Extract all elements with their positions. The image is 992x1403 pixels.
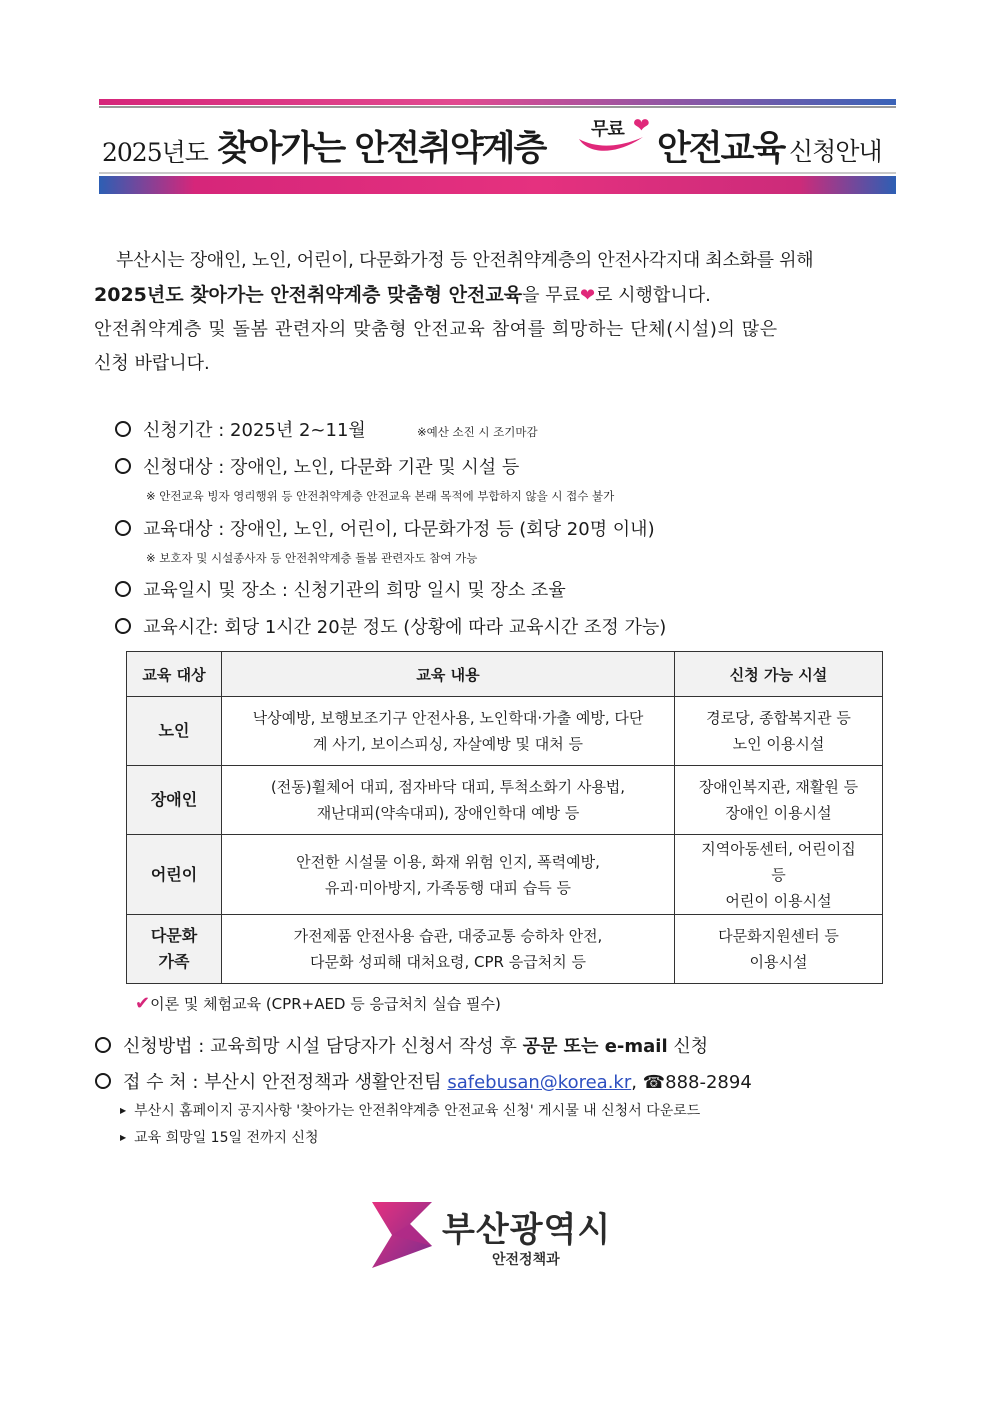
- header-facility: 신청 가능 시설: [675, 652, 883, 697]
- bullet-text: 교육대상 : 장애인, 노인, 어린이, 다문화가정 등 (회당 20명 이내): [143, 519, 655, 540]
- banner-divider-bottom: [99, 172, 896, 174]
- table-row: [127, 915, 883, 984]
- header-target: 교육 대상: [127, 652, 222, 697]
- bullet-text: 교육일시 및 장소 : 신청기관의 희망 일시 및 장소 조율: [143, 580, 566, 601]
- bullet-edu-target: [115, 515, 655, 541]
- circle-bullet-icon: [95, 1073, 111, 1089]
- apply-method-bold: 공문 또는 e-mail: [522, 1036, 668, 1057]
- practice-note: [135, 993, 501, 1014]
- bullet-target: [115, 453, 519, 479]
- title-year: 2025년도: [102, 138, 208, 167]
- banner-top-bar: [99, 99, 896, 105]
- row-content: [222, 766, 675, 835]
- content-line: 낙상예방, 보행보조기구 안전사용, 노인학대·가출 예방, 다단: [252, 709, 644, 727]
- circle-bullet-icon: [115, 421, 131, 437]
- heart-icon: ❤: [633, 113, 650, 137]
- facility-line: 장애인복지관, 재활원 등: [698, 778, 859, 796]
- title-suffix: 신청안내: [789, 137, 882, 166]
- title-banner: [99, 99, 896, 194]
- sub-note-text: 부산시 홈페이지 공지사항 '찾아가는 안전취약계층 안전교육 신청' 게시물 내 신청서 다운로드: [134, 1103, 701, 1119]
- triangle-bullet-icon: ▶: [120, 1133, 127, 1142]
- table-row: [127, 835, 883, 915]
- facility-line: 다문화지원센터 등: [718, 927, 839, 945]
- education-table: [126, 651, 883, 984]
- busan-logo-mark-icon: [370, 1200, 435, 1270]
- checkmark-icon: ✔: [135, 993, 151, 1014]
- target-note: ※ 안전교육 빙자 영리행위 등 안전취약계층 안전교육 본래 목적에 부합하지 않을 시 접수 불가: [146, 489, 615, 503]
- row-target: [127, 915, 222, 984]
- phone-text: , ☎888-2894: [631, 1072, 752, 1093]
- facility-line: 장애인 이용시설: [725, 804, 832, 822]
- page-title: [99, 113, 896, 171]
- content-line: 다문화 성피해 대처요령, CPR 응급처치 등: [310, 953, 586, 971]
- intro-line-2: [94, 278, 897, 313]
- row-target: 어린이: [127, 835, 222, 915]
- banner-bottom-bar: [99, 176, 896, 194]
- apply-contact: [95, 1068, 752, 1094]
- content-line: 안전한 시설물 이용, 화재 위험 인지, 폭력예방,: [296, 852, 600, 871]
- triangle-bullet-icon: ▶: [120, 1106, 127, 1115]
- row-target: 노인: [127, 697, 222, 766]
- facility-line: 어린이 이용시설: [725, 891, 832, 910]
- row-facility: [675, 697, 883, 766]
- circle-bullet-icon: [115, 581, 131, 597]
- row-facility: [675, 835, 883, 915]
- row-content: [222, 697, 675, 766]
- email-link[interactable]: safebusan@korea.kr: [447, 1072, 632, 1093]
- title-main: 찾아가는 안전취약계층: [217, 129, 546, 169]
- header-content: 교육 내용: [222, 652, 675, 697]
- facility-line: 지역아동센터, 어린이집: [701, 839, 856, 858]
- period-note: ※예산 소진 시 조기마감: [417, 425, 538, 439]
- heart-icon: ❤: [579, 285, 596, 306]
- row-target: 장애인: [127, 766, 222, 835]
- facility-line: 이용시설: [749, 953, 808, 971]
- intro-highlight: 2025년도 찾아가는 안전취약계층 맞춤형 안전교육: [94, 284, 523, 306]
- content-line: 재난대피(약속대피), 장애인학대 예방 등: [316, 804, 580, 822]
- target-line: 다문화: [150, 926, 198, 945]
- sub-note-deadline: [120, 1127, 319, 1147]
- apply-method-text: 신청방법 : 교육희망 시설 담당자가 신청서 작성 후: [123, 1036, 523, 1057]
- bullet-duration: [115, 613, 666, 639]
- intro-line-4: 신청 바랍니다.: [94, 353, 210, 374]
- contact-text: 접 수 처 : 부산시 안전정책과 생활안전팀: [123, 1072, 448, 1093]
- intro-free-text: 을 무료: [522, 285, 580, 306]
- bullet-text: 교육시간: 회당 1시간 20분 정도 (상황에 따라 교육시간 조정 가능): [143, 617, 667, 638]
- facility-line: 경로당, 종합복지관 등: [706, 709, 851, 727]
- row-facility: [675, 915, 883, 984]
- title-edu: 안전교육: [657, 129, 785, 169]
- table-header-row: [127, 652, 883, 697]
- content-line: (전동)휠체어 대피, 점자바닥 대피, 투척소화기 사용법,: [270, 778, 626, 796]
- bullet-text: 신청기간 : 2025년 2~11월: [143, 420, 366, 441]
- bullet-datetime: [115, 576, 566, 602]
- circle-bullet-icon: [115, 618, 131, 634]
- practice-note-text: 이론 및 체험교육 (CPR+AED 등 응급처치 실습 필수): [150, 995, 501, 1013]
- busan-logo: [370, 1200, 630, 1275]
- free-badge: [577, 113, 655, 165]
- circle-bullet-icon: [115, 458, 131, 474]
- intro-line-1: 부산시는 장애인, 노인, 어린이, 다문화가정 등 안전취약계층의 안전사각지대 최소화를 위해: [116, 250, 814, 271]
- banner-divider: [99, 106, 896, 108]
- logo-dept-name: 안전정책과: [492, 1252, 560, 1268]
- content-line: 계 사기, 보이스피싱, 자살예방 및 대처 등: [313, 735, 583, 753]
- circle-bullet-icon: [115, 520, 131, 536]
- intro-line-3: 안전취약계층 및 돌봄 관련자의 맞춤형 안전교육 참여를 희망하는 단체(시설)의 많은: [94, 319, 778, 340]
- facility-line: 등: [771, 865, 786, 884]
- sub-note-download: [120, 1100, 700, 1120]
- logo-city-name: 부산광역시: [442, 1210, 612, 1250]
- swoosh-icon: [577, 133, 647, 157]
- target-line: 가족: [158, 952, 190, 971]
- table-row: [127, 766, 883, 835]
- free-label: 무료: [591, 119, 624, 140]
- bullet-period: [115, 416, 366, 442]
- content-line: 유괴·미아방지, 가족동행 대피 습득 등: [325, 878, 571, 897]
- facility-line: 노인 이용시설: [732, 735, 825, 753]
- content-line: 가전제품 안전사용 습관, 대중교통 승하차 안전,: [293, 927, 603, 945]
- row-content: [222, 835, 675, 915]
- apply-method: [95, 1032, 708, 1058]
- intro-implement-text: 로 시행합니다.: [595, 285, 711, 306]
- sub-note-text: 교육 희망일 15일 전까지 신청: [134, 1130, 319, 1146]
- row-content: [222, 915, 675, 984]
- circle-bullet-icon: [95, 1037, 111, 1053]
- apply-method-suffix: 신청: [667, 1036, 709, 1057]
- edu-target-note: ※ 보호자 및 시설종사자 등 안전취약계층 돌봄 관련자도 참여 가능: [146, 551, 478, 565]
- bullet-text: 신청대상 : 장애인, 노인, 다문화 기관 및 시설 등: [143, 457, 520, 478]
- row-facility: [675, 766, 883, 835]
- table-row: [127, 697, 883, 766]
- intro-paragraph: [94, 244, 897, 381]
